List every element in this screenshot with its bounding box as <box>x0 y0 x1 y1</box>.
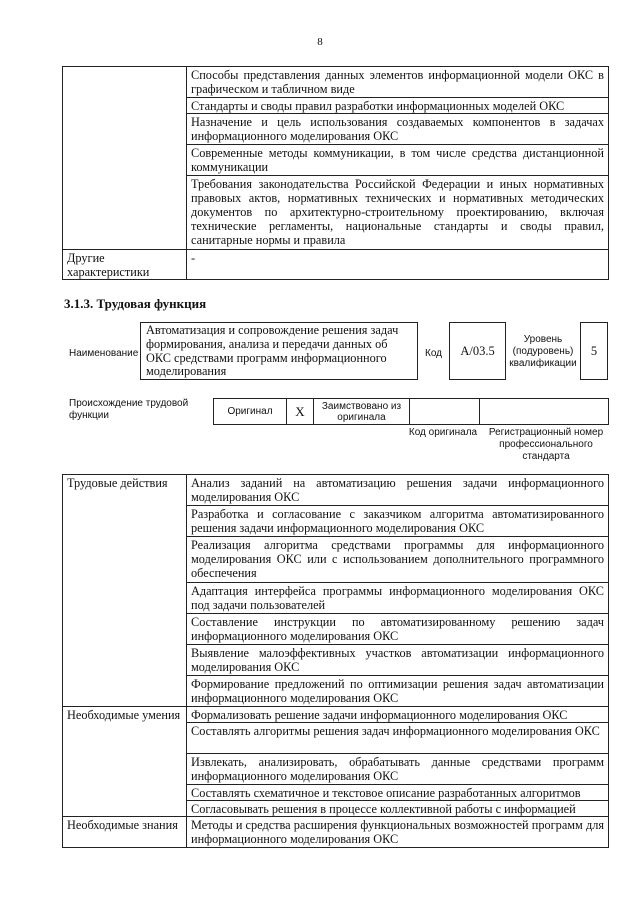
qualification-level-value: 5 <box>580 322 608 380</box>
knowledge-continuation-table <box>62 66 609 280</box>
table-row <box>63 707 609 723</box>
registration-number-cell <box>480 399 609 425</box>
skill-item: Извлекать, анализировать, обрабатывать данные средствами программ информационного моделирования ОКС <box>187 754 609 785</box>
table-row <box>63 475 609 506</box>
required-skills-label: Необходимые умения <box>63 707 187 817</box>
knowledge-item: Стандарты и своды правил разработки информационных моделей ОКС <box>187 98 609 114</box>
table-row <box>63 250 609 280</box>
original-mark: X <box>287 399 314 425</box>
table-row <box>63 817 609 848</box>
table-row <box>63 67 609 98</box>
code-label: Код <box>425 348 443 359</box>
page-number: 8 <box>317 36 323 48</box>
skill-item: Составлять алгоритмы решения задач информационного моделирования ОКС <box>187 723 609 754</box>
knowledge-item: Современные методы коммуникации, в том числе средства дистанционной коммуникации <box>187 145 609 176</box>
labor-action-item: Выявление малоэффективных участков автоматизации информационного моделирования ОКС <box>187 645 609 676</box>
labor-action-item: Анализ заданий на автоматизацию решения задачи информационного моделирования ОКС <box>187 475 609 506</box>
original-code-label: Код оригинала <box>408 427 478 438</box>
origin-label: Происхождение трудовой функции <box>69 398 189 421</box>
skill-item: Согласовывать решения в процессе коллективной работы с информацией <box>187 801 609 817</box>
registration-number-label: Регистрационный номер профессионального стандарта <box>488 427 604 462</box>
other-characteristics-value: - <box>187 250 609 280</box>
labor-action-item: Составление инструкции по автоматизированному решению задач информационного моделирования ОКС <box>187 614 609 645</box>
function-code-value: A/03.5 <box>449 322 506 380</box>
labor-action-item: Разработка и согласование с заказчиком алгоритма автоматизированного решения задачи информационного моделирования ОКС <box>187 506 609 537</box>
origin-table <box>213 398 609 425</box>
skill-item: Составлять схематичное и текстовое описание разработанных алгоритмов <box>187 785 609 801</box>
other-characteristics-label: Другие характеристики <box>63 250 187 280</box>
function-name-value: Автоматизация и сопровождение решения задач формирования, анализа и передачи данных об ОКС средствами программ информационного моделирования <box>140 322 418 380</box>
labor-action-item: Адаптация интерфейса программы информационного моделирования ОКС под задачи пользователей <box>187 583 609 614</box>
section-heading: 3.1.3. Трудовая функция <box>64 296 207 311</box>
label-cell-empty <box>63 67 187 250</box>
labor-action-item: Реализация алгоритма средствами программы для информационного моделирования ОКС или с использованием дополнительного программного обеспечения <box>187 537 609 583</box>
labor-function-table <box>62 474 609 848</box>
knowledge-item: Методы и средства расширения функциональных возможностей программ для информационного моделирования ОКС <box>187 817 609 848</box>
labor-action-item: Формирование предложений по оптимизации решения задач автоматизации информационного моделирования ОКС <box>187 676 609 707</box>
name-label: Наименование <box>69 348 139 359</box>
original-label: Оригинал <box>214 399 287 425</box>
knowledge-item: Назначение и цель использования создаваемых компонентов в задачах информационного моделирования ОКС <box>187 114 609 145</box>
borrowed-label: Заимствовано из оригинала <box>314 399 410 425</box>
labor-actions-label: Трудовые действия <box>63 475 187 707</box>
knowledge-item: Способы представления данных элементов информационной модели ОКС в графическом и табличном виде <box>187 67 609 98</box>
qualification-level-label: Уровень (подуровень) квалификации <box>509 334 577 369</box>
knowledge-item: Требования законодательства Российской Федерации и иных нормативных правовых актов, нормативных технических и нормативных методических документов по архитектурно-строительному проектированию, включая технические регламенты, национальные стандарты и своды правил, санитарные нормы и правила <box>187 176 609 250</box>
required-knowledge-label: Необходимые знания <box>63 817 187 848</box>
skill-item: Формализовать решение задачи информационного моделирования ОКС <box>187 707 609 723</box>
original-code-cell <box>410 399 480 425</box>
